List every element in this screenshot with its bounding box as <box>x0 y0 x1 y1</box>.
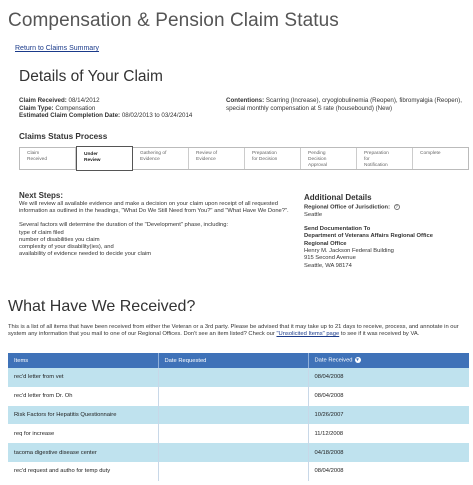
received-title: What Have We Received? <box>8 298 196 315</box>
item-cell: rec'd letter from Dr. Oh <box>8 387 158 406</box>
jurisdiction-value: Seattle <box>304 211 323 218</box>
additional-details-title: Additional Details <box>304 193 372 202</box>
item-cell: rec'd request and autho for temp duty <box>8 462 158 481</box>
address-line: Seattle, WA 98174 <box>304 262 352 269</box>
claim-type-value: Compensation <box>55 104 96 112</box>
jurisdiction-label: Regional Office of Jurisdiction: <box>304 204 390 211</box>
date-requested-cell <box>158 368 308 387</box>
claim-received-row <box>19 97 192 105</box>
address-line: Regional Office <box>304 240 347 247</box>
unsolicited-items-link[interactable]: "Unsolicited Items" page <box>276 331 340 338</box>
date-requested-cell <box>158 424 308 443</box>
next-steps-paragraph: We will review all available evidence and make a decision on your claim upon receipt of all requested information as outlined in the headings, "What Do We Still Need from You?" and "What Have We Done?". <box>19 201 289 215</box>
step-review-evidence: Review of Evidence <box>189 148 245 169</box>
claim-received-value: 08/14/2012 <box>68 97 100 104</box>
address-line: Henry M. Jackson Federal Building <box>304 248 394 255</box>
item-cell: rec'd letter from vet <box>8 368 158 387</box>
sort-icon[interactable]: ▾ <box>356 357 359 364</box>
factor-item: complexity of your disability(ies), and <box>19 244 114 251</box>
contentions-value: Scarring (Increase), cryoglobulinemia (Reopen), fibromyalgia (Reopen), special monthly compensation at S rate (housebound) (New) <box>226 97 462 112</box>
address-line: 915 Second Avenue <box>304 255 356 262</box>
claims-process-steps <box>19 147 469 170</box>
factor-item: availability of evidence needed to decide your claim <box>19 251 152 258</box>
factors-list <box>19 230 294 259</box>
date-received-cell: 08/04/2008 <box>314 468 344 475</box>
step-claim-received: Claim Received <box>20 148 76 169</box>
claim-info <box>19 97 192 120</box>
additional-details <box>304 204 469 270</box>
date-received-cell: 04/18/2008 <box>308 443 469 462</box>
contentions-label: Contentions: <box>226 97 265 104</box>
table-header-row <box>8 353 469 368</box>
table-row <box>8 443 469 462</box>
step-complete: Complete <box>420 151 441 156</box>
date-requested-cell <box>158 406 308 425</box>
step-under-review: Under Review <box>76 146 133 171</box>
next-steps-title: Next Steps: <box>19 191 64 200</box>
date-received-cell: 08/04/2008 <box>308 368 469 387</box>
help-icon[interactable]: ? <box>395 204 398 209</box>
factor-item: number of disabilities you claim <box>19 236 100 243</box>
table-row <box>8 462 469 481</box>
date-requested-cell <box>158 387 308 406</box>
step-gathering-evidence: Gathering of Evidence <box>133 148 189 169</box>
factors-intro: Several factors will determine the duration of the "Development" phase, including: <box>19 222 229 229</box>
table-row <box>8 424 469 443</box>
claim-type-row <box>19 105 192 113</box>
address-line: Department of Veterans Affairs Regional Office <box>304 233 433 240</box>
date-received-cell: 11/12/2008 <box>314 430 344 437</box>
claims-process-title: Claims Status Process <box>19 132 108 141</box>
step-preparation-notification: Preparation for Notification <box>357 148 413 169</box>
received-description <box>8 324 470 339</box>
date-requested-cell <box>158 443 308 462</box>
step-preparation-decision: Preparation for Decision <box>245 148 301 169</box>
table-row <box>8 368 469 387</box>
contentions <box>226 97 466 113</box>
claim-received-label: Claim Received: <box>19 97 67 104</box>
item-cell: req for increase <box>8 424 158 443</box>
est-completion-label: Estimated Claim Completion Date: <box>19 112 121 119</box>
date-received-cell: 10/26/2007 <box>308 406 469 425</box>
page-title: Compensation & Pension Claim Status <box>8 10 339 31</box>
date-requested-cell <box>158 462 308 481</box>
next-steps-body <box>19 201 294 258</box>
est-completion-value: 08/02/2013 to 03/24/2014 <box>121 112 193 119</box>
return-to-claims-summary-link[interactable]: Return to Claims Summary <box>15 45 100 52</box>
column-header-date-requested[interactable]: Date Requested <box>158 353 308 368</box>
claim-type-label: Claim Type: <box>19 104 54 112</box>
column-header-date-received[interactable]: Date Received ▾ <box>308 353 469 368</box>
received-desc-tail: to see if it was received by VA. <box>340 331 420 338</box>
factor-item: type of claim filed <box>19 229 64 236</box>
column-header-items[interactable]: Items <box>8 353 158 368</box>
jurisdiction-row <box>304 204 469 212</box>
table-row <box>8 387 469 406</box>
table-row <box>8 406 469 425</box>
details-title: Details of Your Claim <box>19 68 163 85</box>
est-completion-row <box>19 112 192 120</box>
item-cell: tacoma digestive disease center <box>8 443 158 462</box>
received-desc-text: This is a list of all items that have been received from either the Veteran or a 3rd party. Please be advised that it may take up to 21 days to receive, process, and annotate in our system any information that you mail to one of our Regional Offices. Don't see an item listed? Check our <box>8 324 459 338</box>
step-pending-decision-approval: Pending Decision Approval <box>301 148 357 169</box>
send-documentation-label: Send Documentation To <box>304 226 371 233</box>
received-items-table <box>8 353 469 481</box>
item-cell: Risk Factors for Hepatitis Questionnaire <box>8 406 158 425</box>
date-received-cell: 08/04/2008 <box>314 393 344 400</box>
